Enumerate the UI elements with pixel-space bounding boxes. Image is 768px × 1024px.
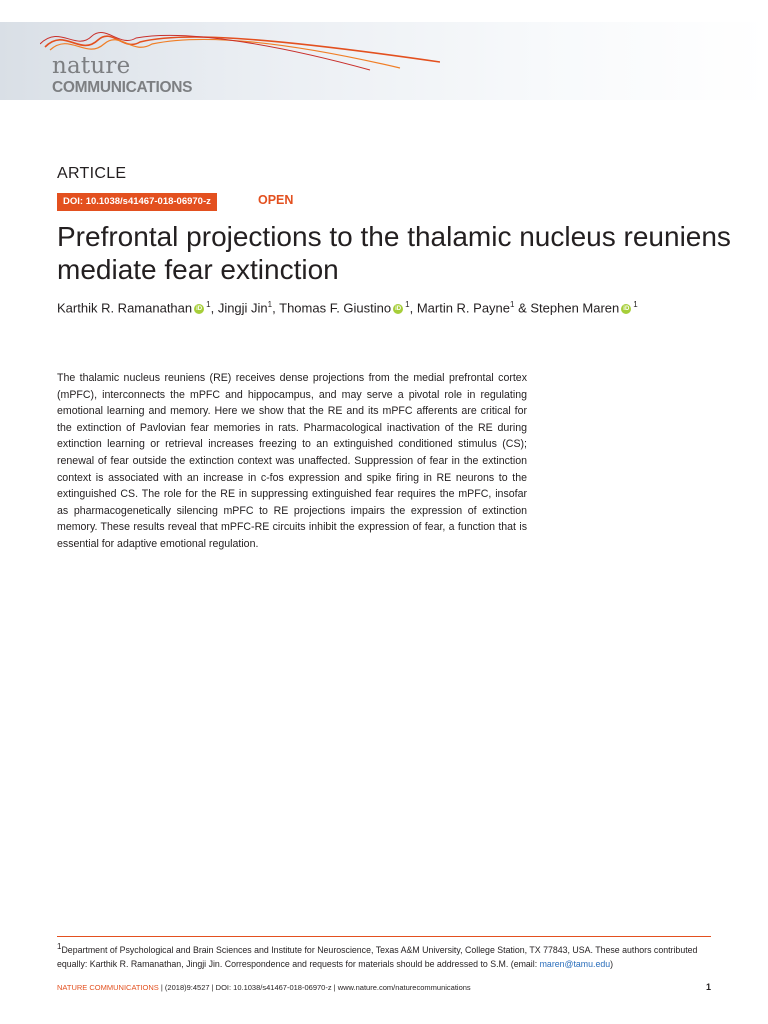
correspondence-email-link[interactable]: maren@tamu.edu [539,958,611,969]
affiliation-mark: 1 [206,300,211,309]
open-access-label: OPEN [258,193,294,207]
orcid-icon[interactable]: iD [395,305,402,312]
affiliation-mark: 1 [510,300,515,309]
author-list: Karthik R. Ramanathan iD $^1$, Jingji Jin$^1$, Thomas F. Giustino iD $^1$, Martin R. Payne$^1$ & Stephen Maren iD $^1$ [57,300,638,316]
page-number: 1 [706,982,712,992]
author-name[interactable]: Jingji Jin [217,300,268,316]
affiliation-footnote [57,940,717,971]
affiliation-mark: 1 [405,300,410,309]
footnote-divider [57,936,711,937]
page-footer [57,983,471,992]
orcid-icon[interactable]: iD [196,305,203,312]
affiliation-mark: 1 [633,300,638,309]
article-type-label: ARTICLE [57,165,127,182]
logo-nature-wordmark: nature [52,53,131,79]
author-name[interactable]: Stephen Maren [530,300,620,316]
footnote-mark: 1 [57,942,62,951]
affiliation-mark: 1 [267,300,273,309]
abstract: The thalamic nucleus reuniens (RE) receives dense projections from the medial prefrontal cortex (mPFC), interconnects the mPFC and hippocampus, and may serve a pivotal role in regulating emotional learning and memory. Here we show that the RE and its mPFC afferents are critical for the extinction of Pavlovian fear memories in rats. Pharmacological inactivation of the RE during extinction learning or retrieval increases freezing to an extinguished conditioned stimulus (CS); renewal of fear outside the extinction context was unaffected. Suppression of fear in the extinction context is associated with an increase in c-fos expression and spike firing in RE neurons to the extinguished CS. The role for the RE in suppressing extinguished fear requires the mPFC, insofar as pharmacogenetically silencing mPFC to RE projections impairs the expression of extinction memory. These results reveal that mPFC-RE circuits inhibit the expression of fear, a function that is essential for adaptive emotional regulation. [57,372,527,550]
author-name[interactable]: Martin R. Payne [416,300,511,316]
author-name[interactable]: Karthik R. Ramanathan [57,300,193,316]
article-title: Prefrontal projections to the thalamic nucleus reuniens mediate fear extinction [57,221,731,285]
doi-badge[interactable]: DOI: 10.1038/s41467-018-06970-z [57,193,217,211]
author-name[interactable]: Thomas F. Giustino [279,300,392,316]
logo-communications-wordmark: COMMUNICATIONS [52,79,193,96]
footer-journal: NATURE COMMUNICATIONS [57,983,159,992]
footnote-close: ) [610,958,614,969]
footer-citation: | (2018)9:4527 | DOI: 10.1038/s41467-018-06970-z | www.nature.com/naturecommunications [158,983,471,992]
orcid-icon[interactable]: iD [623,305,630,312]
footnote-text: Department of Psychological and Brain Sciences and Institute for Neuroscience, Texas A&M University, College Station, TX 77843, USA. These authors contributed equally: Karthik R. Ramanathan, Jingji Jin. Correspondence and requests for materials should be addressed to S.M. (email: [57,944,698,969]
